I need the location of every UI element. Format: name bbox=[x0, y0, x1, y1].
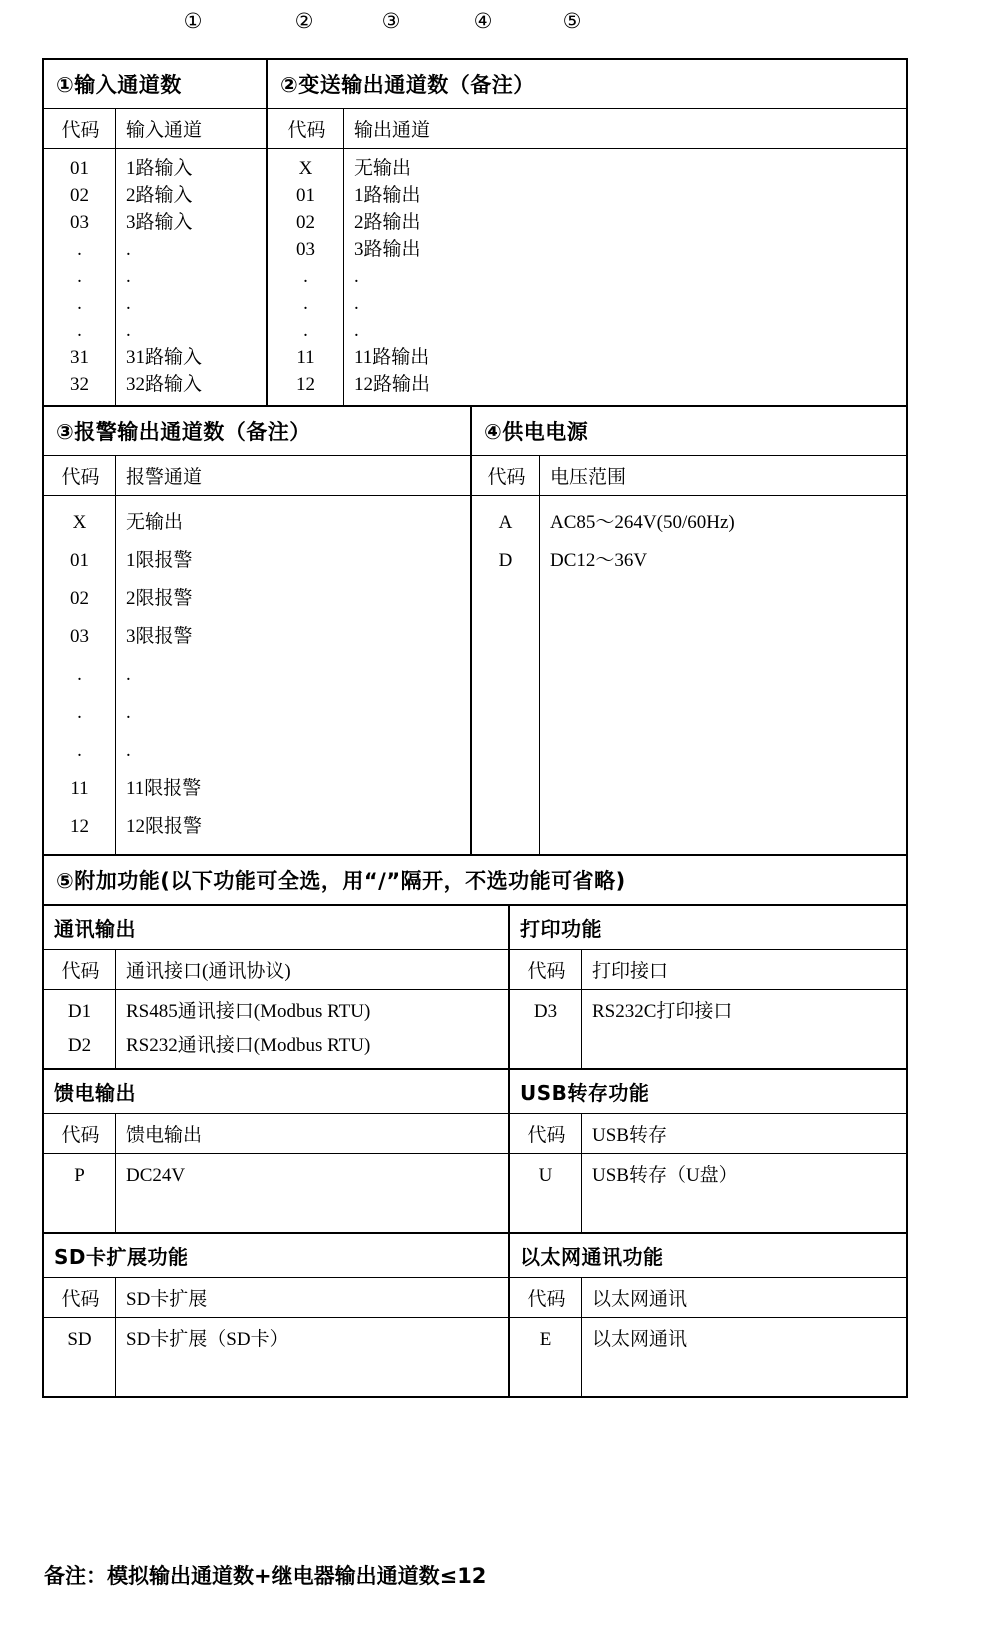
table-row: 02 bbox=[70, 588, 89, 609]
table-row: . bbox=[77, 266, 82, 287]
table-row: X bbox=[298, 158, 313, 179]
table-row: RS232通讯接口(Modbus RTU) bbox=[126, 1035, 371, 1056]
table-row: 11 bbox=[70, 778, 89, 799]
table-row: X bbox=[72, 512, 87, 533]
block6-rows bbox=[510, 1318, 906, 1396]
section2-desc-header: 输出通道 bbox=[354, 120, 431, 141]
table-row: RS232C打印接口 bbox=[592, 1001, 733, 1022]
table-row: U bbox=[538, 1165, 553, 1186]
table-row: A bbox=[498, 512, 513, 533]
table-row: . bbox=[126, 664, 131, 685]
block2-desc-header: 打印接口 bbox=[592, 961, 669, 982]
block6-title: 以太网通讯功能 bbox=[510, 1234, 906, 1278]
table-row: 11 bbox=[296, 347, 315, 368]
table-row: . bbox=[126, 239, 131, 260]
table-row: 02 bbox=[70, 185, 89, 206]
section3-column-headers bbox=[44, 456, 470, 496]
table-row: 01 bbox=[70, 158, 89, 179]
table-row: . bbox=[354, 320, 359, 341]
table-row: . bbox=[354, 266, 359, 287]
table-row: 01 bbox=[70, 550, 89, 571]
table-row: DC24V bbox=[126, 1165, 186, 1186]
table-row: P bbox=[74, 1165, 85, 1186]
block4-rows bbox=[510, 1154, 906, 1232]
table-row: SD bbox=[67, 1329, 92, 1350]
block2-rows bbox=[510, 990, 906, 1068]
table-row: 03 bbox=[296, 239, 315, 260]
block2-title: 打印功能 bbox=[510, 906, 906, 950]
section2-title: ②变送输出通道数（备注） bbox=[268, 60, 906, 109]
block5-desc-header: SD卡扩展 bbox=[126, 1289, 208, 1310]
block1-title: 通讯输出 bbox=[44, 906, 508, 950]
table-row: 2限报警 bbox=[126, 588, 193, 609]
section4-code-header: 代码 bbox=[472, 456, 540, 495]
block-communication-output bbox=[44, 906, 510, 1068]
block5-title: SD卡扩展功能 bbox=[44, 1234, 508, 1278]
block5-column-headers bbox=[44, 1278, 508, 1318]
section3-desc-header: 报警通道 bbox=[126, 467, 203, 488]
block-ethernet-communication bbox=[510, 1234, 906, 1396]
table-row: 以太网通讯 bbox=[592, 1329, 688, 1350]
block4-desc-list bbox=[582, 1154, 902, 1232]
model-code-table bbox=[42, 58, 908, 1398]
marker-2: ② bbox=[294, 9, 314, 33]
table-row: RS485通讯接口(Modbus RTU) bbox=[126, 1001, 371, 1022]
table-row: . bbox=[77, 239, 82, 260]
table-row: . bbox=[126, 320, 131, 341]
table-row: . bbox=[303, 320, 308, 341]
section4-column-headers bbox=[472, 456, 906, 496]
section4-desc-header: 电压范围 bbox=[550, 467, 627, 488]
block5-code-header: 代码 bbox=[44, 1278, 116, 1317]
section4-rows bbox=[472, 496, 906, 854]
table-row: 12 bbox=[70, 816, 89, 837]
section3-code-list bbox=[44, 496, 116, 854]
table-row: 无输出 bbox=[126, 512, 184, 533]
table-row: 1限报警 bbox=[126, 550, 193, 571]
section3-code-header: 代码 bbox=[44, 456, 116, 495]
block4-code-list bbox=[510, 1154, 582, 1232]
table-row: D3 bbox=[533, 1001, 558, 1022]
marker-row bbox=[0, 8, 990, 48]
table-row: USB转存（U盘） bbox=[592, 1165, 738, 1186]
table-row: 1路输出 bbox=[354, 185, 421, 206]
table-row: DC12～36V bbox=[550, 550, 648, 571]
block2-code-list bbox=[510, 990, 582, 1068]
table-row: . bbox=[77, 320, 82, 341]
section-row-3-4 bbox=[44, 407, 906, 856]
table-row: . bbox=[77, 740, 82, 761]
table-row: 1路输入 bbox=[126, 158, 193, 179]
footnote: 备注：模拟输出通道数+继电器输出通道数≤12 bbox=[44, 1564, 487, 1588]
block3-code-list bbox=[44, 1154, 116, 1232]
block1-desc-header: 通讯接口(通讯协议) bbox=[126, 961, 291, 982]
table-row: 12限报警 bbox=[126, 816, 203, 837]
table-row: . bbox=[126, 702, 131, 723]
table-row: SD卡扩展（SD卡） bbox=[126, 1329, 289, 1350]
table-row: . bbox=[77, 702, 82, 723]
section1-rows bbox=[44, 149, 266, 405]
block6-desc-header: 以太网通讯 bbox=[592, 1289, 688, 1310]
table-row: 3限报警 bbox=[126, 626, 193, 647]
block4-column-headers bbox=[510, 1114, 906, 1154]
section-alarm-output-channels bbox=[44, 407, 472, 856]
section5-title: ⑤附加功能(以下功能可全选，用“/”隔开，不选功能可省略) bbox=[56, 869, 626, 893]
block3-desc-list bbox=[116, 1154, 508, 1232]
table-row: E bbox=[539, 1329, 552, 1350]
table-row: 11限报警 bbox=[126, 778, 202, 799]
block3-desc-header: 馈电输出 bbox=[126, 1125, 203, 1146]
section1-column-headers bbox=[44, 109, 266, 149]
table-row: 31 bbox=[70, 347, 89, 368]
table-row: . bbox=[126, 740, 131, 761]
table-row: 3路输出 bbox=[354, 239, 421, 260]
table-row: 11路输出 bbox=[354, 347, 430, 368]
block-sd-card-expansion bbox=[44, 1234, 510, 1396]
section-power-supply bbox=[472, 407, 906, 856]
section1-desc-list bbox=[116, 149, 266, 405]
section1-code-header: 代码 bbox=[44, 109, 116, 148]
section4-title: ④供电电源 bbox=[472, 407, 906, 456]
table-row: 03 bbox=[70, 212, 89, 233]
section5-block-row-2 bbox=[44, 1070, 906, 1234]
block-feed-output bbox=[44, 1070, 510, 1232]
table-row: 01 bbox=[296, 185, 315, 206]
block4-code-header: 代码 bbox=[510, 1114, 582, 1153]
block3-code-header: 代码 bbox=[44, 1114, 116, 1153]
table-row: D1 bbox=[67, 1001, 92, 1022]
table-row: 31路输入 bbox=[126, 347, 203, 368]
marker-4: ④ bbox=[473, 9, 493, 33]
section4-desc-list bbox=[540, 496, 904, 854]
table-row: 2路输出 bbox=[354, 212, 421, 233]
section-input-channels bbox=[44, 60, 268, 407]
marker-1: ① bbox=[183, 9, 203, 33]
block2-code-header: 代码 bbox=[510, 950, 582, 989]
table-row: . bbox=[77, 293, 82, 314]
table-row: . bbox=[303, 293, 308, 314]
marker-5: ⑤ bbox=[562, 9, 582, 33]
section5-title-row bbox=[44, 856, 906, 906]
section3-desc-list bbox=[116, 496, 470, 854]
table-row: D2 bbox=[67, 1035, 92, 1056]
table-row: 32 bbox=[70, 374, 89, 395]
table-row: . bbox=[354, 293, 359, 314]
table-row: 无输出 bbox=[354, 158, 412, 179]
block4-desc-header: USB转存 bbox=[592, 1125, 667, 1146]
table-row: D bbox=[498, 550, 513, 571]
block5-desc-list bbox=[116, 1318, 508, 1396]
block-print-function bbox=[510, 906, 906, 1068]
table-row: 12路输出 bbox=[354, 374, 431, 395]
block3-rows bbox=[44, 1154, 508, 1232]
block1-code-header: 代码 bbox=[44, 950, 116, 989]
table-row: . bbox=[126, 293, 131, 314]
table-row: . bbox=[77, 664, 82, 685]
block6-code-list bbox=[510, 1318, 582, 1396]
table-row: . bbox=[303, 266, 308, 287]
block2-desc-list bbox=[582, 990, 902, 1068]
block-usb-transfer bbox=[510, 1070, 906, 1232]
table-row: 3路输入 bbox=[126, 212, 193, 233]
section1-code-list bbox=[44, 149, 116, 405]
table-row: 02 bbox=[296, 212, 315, 233]
section2-rows bbox=[268, 149, 906, 405]
table-row: 03 bbox=[70, 626, 89, 647]
table-row: 32路输入 bbox=[126, 374, 203, 395]
section-transmit-output-channels bbox=[268, 60, 906, 407]
section2-desc-list bbox=[344, 149, 904, 405]
block6-column-headers bbox=[510, 1278, 906, 1318]
section3-title: ③报警输出通道数（备注） bbox=[44, 407, 470, 456]
block1-column-headers bbox=[44, 950, 508, 990]
section2-code-list bbox=[268, 149, 344, 405]
section5-block-row-3 bbox=[44, 1234, 906, 1396]
section3-rows bbox=[44, 496, 470, 854]
block4-title: USB转存功能 bbox=[510, 1070, 906, 1114]
block5-rows bbox=[44, 1318, 508, 1396]
block1-rows bbox=[44, 990, 508, 1068]
block3-title: 馈电输出 bbox=[44, 1070, 508, 1114]
block6-desc-list bbox=[582, 1318, 902, 1396]
section2-column-headers bbox=[268, 109, 906, 149]
block1-code-list bbox=[44, 990, 116, 1068]
block3-column-headers bbox=[44, 1114, 508, 1154]
block1-desc-list bbox=[116, 990, 508, 1068]
block6-code-header: 代码 bbox=[510, 1278, 582, 1317]
section4-code-list bbox=[472, 496, 540, 854]
section1-title: ①输入通道数 bbox=[44, 60, 266, 109]
table-row: . bbox=[126, 266, 131, 287]
block2-column-headers bbox=[510, 950, 906, 990]
section-row-1-2 bbox=[44, 60, 906, 407]
marker-3: ③ bbox=[381, 9, 401, 33]
section-additional-functions bbox=[44, 856, 906, 906]
table-row: 2路输入 bbox=[126, 185, 193, 206]
section1-desc-header: 输入通道 bbox=[126, 120, 203, 141]
section5-block-row-1 bbox=[44, 906, 906, 1070]
block5-code-list bbox=[44, 1318, 116, 1396]
section2-code-header: 代码 bbox=[268, 109, 344, 148]
table-row: 12 bbox=[296, 374, 315, 395]
table-row: AC85～264V(50/60Hz) bbox=[550, 512, 735, 533]
